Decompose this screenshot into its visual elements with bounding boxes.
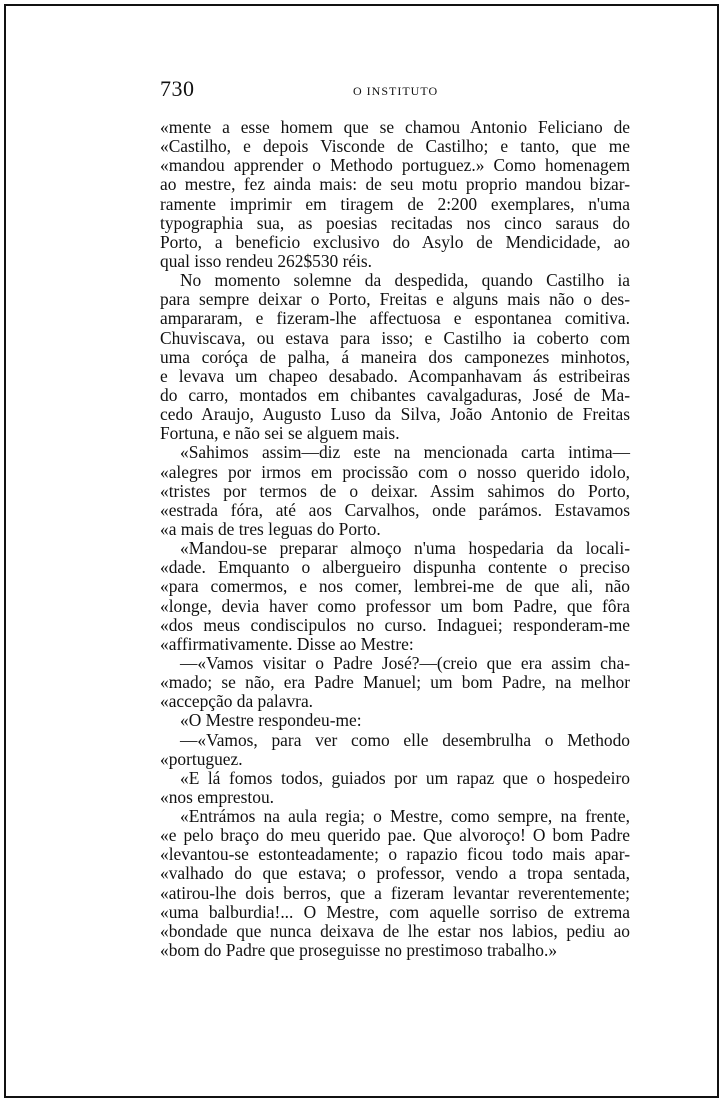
- text-line: «portuguez.: [160, 748, 243, 769]
- body-text: [160, 118, 630, 960]
- text-line: «Sahimos assim—diz este na mencionada carta intima—: [180, 442, 630, 463]
- text-line: «Castilho, e depois Visconde de Castilho; e tanto, que me: [160, 136, 630, 157]
- text-line: «uma balburdia!... O Mestre, com aquelle sorriso de extrema: [160, 901, 630, 922]
- text-line: «nos emprestou.: [160, 786, 274, 807]
- text-line: «alegres por irmos em procissão com o nosso querido idolo,: [160, 461, 630, 482]
- text-line: para sempre deixar o Porto, Freitas e alguns mais não o des-: [160, 289, 630, 310]
- text-line: typographia sua, as poesias recitadas nos cinco saraus do: [160, 212, 630, 233]
- text-line: «tristes por termos de o deixar. Assim sahimos do Porto,: [160, 480, 630, 501]
- running-title: O INSTITUTO: [353, 84, 439, 98]
- text-line: «longe, devia haver como professor um bom Padre, que fôra: [160, 595, 630, 616]
- text-line: uma coróça de palha, á maneira dos camponezes minhotos,: [160, 346, 630, 367]
- text-line: ao mestre, fez ainda mais: de seu motu proprio mandou bizar-: [160, 174, 630, 195]
- text-line: «valhado do que estava; o professor, vendo a tropa sentada,: [160, 863, 630, 884]
- text-line: «accepção da palavra.: [160, 691, 314, 712]
- text-line: qual isso rendeu 262$530 réis.: [160, 250, 373, 271]
- text-line: «para comermos, e nos comer, lembrei-me de que ali, não: [160, 576, 630, 597]
- text-line: «atirou-lhe dois berros, que a fizeram levantar reverentemente;: [160, 882, 630, 903]
- text-line: Fortuna, e não sei se alguem mais.: [160, 423, 400, 444]
- text-line: do carro, montados em chibantes cavalgaduras, José de Ma-: [160, 384, 630, 405]
- text-line: «bom do Padre que proseguisse no prestimoso trabalho.»: [160, 940, 558, 961]
- text-line: «mandou apprender o Methodo portuguez.» Como homenagem: [160, 155, 630, 176]
- text-line: «O Mestre respondeu-me:: [180, 710, 362, 731]
- text-line: «Entrámos na aula regia; o Mestre, como sempre, na frente,: [180, 806, 630, 827]
- text-line: No momento solemne da despedida, quando Castilho ia: [180, 270, 630, 291]
- page-number: 730: [160, 76, 195, 101]
- text-line: Porto, a beneficio exclusivo do Asylo de Mendicidade, ao: [160, 231, 630, 252]
- text-line: «a mais de tres leguas do Porto.: [160, 518, 381, 539]
- text-line: ampararam, e fizeram-lhe affectuosa e espontanea comitiva.: [160, 308, 630, 329]
- text-line: ramente imprimir em tiragem de 2:200 exemplares, n'uma: [160, 193, 630, 214]
- text-line: —«Vamos visitar o Padre José?—(creio que era assim cha-: [180, 652, 630, 673]
- text-line: «affirmativamente. Disse ao Mestre:: [160, 633, 414, 654]
- text-line: «dade. Emquanto o albergueiro dispunha contente o preciso: [160, 557, 630, 578]
- text-line: «levantou-se estonteadamente; o rapazio ficou todo mais apar-: [160, 844, 630, 865]
- text-line: «dos meus condiscipulos no curso. Indaguei; responderam-me: [160, 614, 630, 635]
- text-line: «bondade que nunca deixava de lhe estar nos labios, pediu ao: [160, 920, 630, 941]
- text-line: —«Vamos, para ver como elle desembrulha o Methodo: [180, 729, 630, 750]
- text-line: «mado; se não, era Padre Manuel; um bom Padre, na melhor: [160, 672, 630, 693]
- text-line: cedo Araujo, Augusto Luso da Silva, João Antonio de Freitas: [160, 404, 630, 425]
- text-line: «Mandou-se preparar almoço n'uma hospedaria da locali-: [180, 538, 630, 559]
- page-header: [160, 76, 630, 106]
- text-line: «mente a esse homem que se chamou Antonio Feliciano de: [160, 117, 630, 137]
- text-line: «estrada fóra, até aos Carvalhos, onde parámos. Estavamos: [160, 499, 630, 520]
- text-line: Chuviscava, ou estava para isso; e Castilho ia coberto com: [160, 327, 630, 348]
- text-line: e levava um chapeo desabado. Acompanhavam ás estribeiras: [160, 365, 630, 386]
- text-line: «e pelo braço do meu querido pae. Que alvoroço! O bom Padre: [160, 825, 630, 846]
- text-line: «E lá fomos todos, guiados por um rapaz que o hospedeiro: [180, 767, 630, 788]
